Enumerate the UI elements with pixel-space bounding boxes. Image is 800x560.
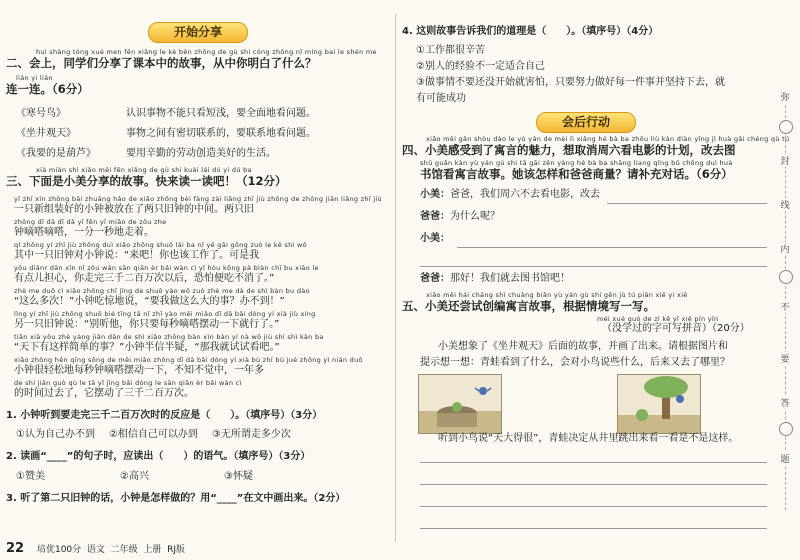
story-line: 一只新组装好的小钟被放在了两只旧钟的中间。两只旧	[14, 204, 254, 215]
q5-note: （没学过的字可写拼音）（20分）	[602, 323, 750, 334]
q4-option[interactable]: ②别人的经验不一定适合自己	[416, 61, 545, 72]
seal-line-sidebar	[776, 90, 794, 510]
answer-line[interactable]	[457, 247, 767, 248]
option[interactable]: ②高兴	[120, 471, 149, 482]
seal-char: 不	[776, 300, 794, 313]
dialogue-text: 爸爸，我们周六不去看电影，改去	[450, 189, 600, 200]
answer-line[interactable]	[607, 203, 767, 204]
q2-pinyin: huì shàng tóng xué men fēn xiǎng le kè běn zhōng de gù shi cóng zhōng nǐ míng bai le shén me	[36, 49, 377, 56]
match-meaning: 事物之间有密切联系的，要联系地看问题。	[126, 128, 316, 139]
illustration-bird-tree	[617, 374, 701, 434]
seal-char: 封	[776, 154, 794, 167]
sub-question-1: 1. 小钟听到要走完三千二百万次时的反应是（ ）。（填序号）（3分）	[6, 410, 323, 421]
seal-ring	[779, 422, 793, 436]
dialogue-text: 那好！我们就去图书馆吧！	[450, 273, 570, 284]
speaker: 爸爸：	[420, 273, 450, 284]
match-meaning: 要用辛勤的劳动创造美好的生活。	[126, 148, 276, 159]
q4b-pinyin: xiǎo měi gǎn shòu dào le yù yán de mèi lì xiǎng hé bà ba zhōu liù kàn diàn yǐng jì huà gǎi chéng qù tú	[426, 136, 790, 143]
q4b-title-cont: 书馆看寓言故事。她该怎样和爸爸商量？请补充对话。（6分）	[420, 167, 733, 181]
illustration-well-frog	[418, 374, 502, 434]
q2-title: 二、会上，同学们分享了课本中的故事，从中你明白了什么？	[6, 56, 317, 70]
option[interactable]: ②相信自己可以办到	[108, 429, 198, 440]
dialogue-line[interactable]	[420, 188, 600, 201]
option[interactable]: ③无所谓走多少次	[211, 429, 291, 440]
speaker: 小美：	[420, 189, 450, 200]
match-book: 《我要的是葫芦》	[16, 148, 96, 159]
dialogue-line[interactable]	[420, 272, 570, 285]
q4-option[interactable]: ①工作都很辛苦	[416, 45, 485, 56]
match-row[interactable]	[16, 127, 316, 140]
story-pinyin: qí zhōng yí zhī jiù zhōng duì xiǎo zhōng shuō lái ba nǐ yě gāi gōng zuò le kě shì wǒ	[14, 242, 307, 249]
footer-edition: RJ版	[167, 545, 186, 555]
sub-question-3: 3. 听了第二只旧钟的话，小钟是怎样做的？用“____”在文中画出来。（2分）	[6, 493, 346, 504]
q2-sub-title: 连一连。（6分）	[6, 82, 89, 96]
q3-title: 三、下面是小美分享的故事。快来读一读吧！（12分）	[6, 174, 287, 188]
story-line: 其中一只旧钟对小钟说：“来吧！你也该工作了。可是我	[14, 250, 260, 261]
left-column	[6, 22, 390, 542]
q5-prompt: 听到小鸟说“天大得很”，青蛙决定从井里跳出来看一看是不是这样。	[438, 433, 739, 444]
q5-instruction: 提示想一想：青蛙看到了什么，会对小鸟说些什么，后来又去了哪里？	[420, 357, 730, 368]
seal-char: 题	[776, 452, 794, 465]
q5-note-pinyin: méi xué guò de zì kě yǐ xiě pīn yīn	[597, 316, 719, 323]
q4b-title: 四、小美感受到了寓言的魅力，想取消周六看电影的计划，改去图	[402, 143, 736, 157]
section-banner-start: 开始分享	[148, 22, 248, 43]
page-footer	[6, 541, 185, 556]
sub-question-1-options	[16, 428, 305, 441]
right-column	[402, 22, 790, 542]
dialogue-line[interactable]	[420, 210, 500, 223]
story-pinyin: lìng yí zhī jiù zhōng shuō bié tīng tā nǐ zhǐ yào měi miǎo dī dā bǎi dòng yí xià jiù xíng	[14, 311, 316, 318]
q4-option-cont: 有可能成功	[416, 93, 466, 104]
q5-instruction: 小美想象了《坐井观天》后面的故事，并画了出来。请根据图片和	[438, 341, 728, 352]
match-book: 《寒号鸟》	[16, 108, 66, 119]
match-row[interactable]	[16, 147, 276, 160]
q2-sub-pinyin: lián yi lián	[16, 75, 53, 82]
q5-title: 五、小美还尝试创编寓言故事，根据情境写一写。	[402, 299, 655, 313]
story-line: 的时间过去了，它摆动了三千二百万次。	[14, 388, 194, 399]
footer-grade: 二年级	[110, 545, 138, 555]
speaker: 爸爸：	[420, 211, 450, 222]
writing-line[interactable]	[420, 484, 767, 485]
seal-ring	[779, 120, 793, 134]
sub-question-2-options	[16, 470, 267, 483]
q5-pinyin: xiǎo měi hái cháng shì chuàng biān yù yán gù shi gēn jù tú piàn xiě yi xiě	[426, 292, 688, 299]
writing-line[interactable]	[420, 462, 767, 463]
answer-line[interactable]	[420, 266, 767, 267]
writing-line[interactable]	[420, 528, 767, 529]
dialogue-text: 为什么呢？	[450, 211, 500, 222]
footer-term: 上册	[143, 545, 162, 555]
seal-char: 线	[776, 198, 794, 211]
seal-char: 弥	[776, 90, 794, 103]
story-pinyin: yǒu diǎnr dān xīn nǐ zǒu wán sān qiān èr bǎi wàn cì yǐ hòu kǒng pà biàn chī bu xiāo le	[14, 265, 319, 272]
column-divider	[395, 14, 396, 542]
seal-char: 要	[776, 352, 794, 365]
story-pinyin: xiǎo zhōng hěn qīng sōng de měi miǎo zhōng dī dā bǎi dòng yí xià bù zhī bù jué zhōng yì nián duō	[14, 357, 363, 364]
story-pinyin: zhōng dī dā dī dā yī fēn yī miǎo de zǒu zhe	[14, 219, 167, 226]
match-row[interactable]	[16, 107, 316, 120]
dialogue-line[interactable]	[420, 232, 450, 245]
writing-line[interactable]	[420, 506, 767, 507]
seal-char: 答	[776, 396, 794, 409]
speaker: 小美：	[420, 233, 450, 244]
seal-char: 内	[776, 242, 794, 255]
option[interactable]: ①认为自己办不到	[16, 429, 95, 440]
section-banner-action: 会后行动	[536, 112, 636, 133]
q4b-pinyin: shū guǎn kàn yù yán gù shi tā gāi zěn yàng hé bà ba shāng liang qǐng bǔ chōng duì huà	[420, 160, 733, 167]
seal-ring	[779, 270, 793, 284]
sub-question-2: 2. 读画“____”的句子时，应读出（ ）的语气。（填序号）（3分）	[6, 451, 311, 462]
option[interactable]: ③怀疑	[224, 471, 253, 482]
page-number: 22	[6, 541, 25, 556]
q4-title: 4. 这则故事告诉我们的道理是（ ）。（填序号）（4分）	[402, 26, 659, 37]
story-line: “这么多次！”小钟吃惊地说，“要我做这么大的事？办不到！”	[14, 296, 285, 307]
story-pinyin: zhè me duō cì xiǎo zhōng chī jīng de shuō yào wǒ zuò zhè me dà de shì bàn bu dào	[14, 288, 310, 295]
q4-option[interactable]: ③做事情不要还没开始就害怕，只要努力做好每一件事并坚持下去，就	[416, 77, 725, 88]
match-book: 《坐井观天》	[16, 128, 76, 139]
story-line: “天下有这样简单的事？”小钟半信半疑，“那我就试试看吧。”	[14, 342, 280, 353]
story-pinyin: tiān xià yǒu zhè yàng jiǎn dān de shì xiǎo zhōng bàn xìn bàn yí nà wǒ jiù shì shì kàn ba	[14, 334, 324, 341]
match-meaning: 认识事物不能只看短浅，要全面地看问题。	[126, 108, 316, 119]
story-line: 小钟很轻松地每秒钟嘀嗒摆动一下，不知不觉中，一年多	[14, 365, 264, 376]
story-pinyin: de shí jiān guò qù le tā yǐ jīng bǎi dòng le sān qiān èr bǎi wàn cì	[14, 380, 242, 387]
footer-subject: 语文	[86, 545, 105, 555]
option[interactable]: ①赞美	[16, 471, 45, 482]
story-line: 钟嘀嗒嘀嗒，一分一秒地走着。	[14, 227, 154, 238]
story-line: 有点儿担心，你走完三千二百万次以后，恐怕便吃不消了。”	[14, 273, 275, 284]
q3-pinyin: xià miàn shì xiǎo měi fēn xiǎng de gù shi kuài lái dú yi dú ba	[36, 167, 252, 174]
story-line: 另一只旧钟说：“别听他，你只要每秒嘀嗒摆动一下就行了。”	[14, 319, 280, 330]
footer-series: 培优100分	[36, 545, 82, 555]
story-pinyin: yī zhī xīn zhōng bǎi zhuāng hǎo de xiǎo zhōng bèi fàng zài liǎng zhī jiù zhōng de zhōng jiān liǎng zhī jiù	[14, 196, 382, 203]
